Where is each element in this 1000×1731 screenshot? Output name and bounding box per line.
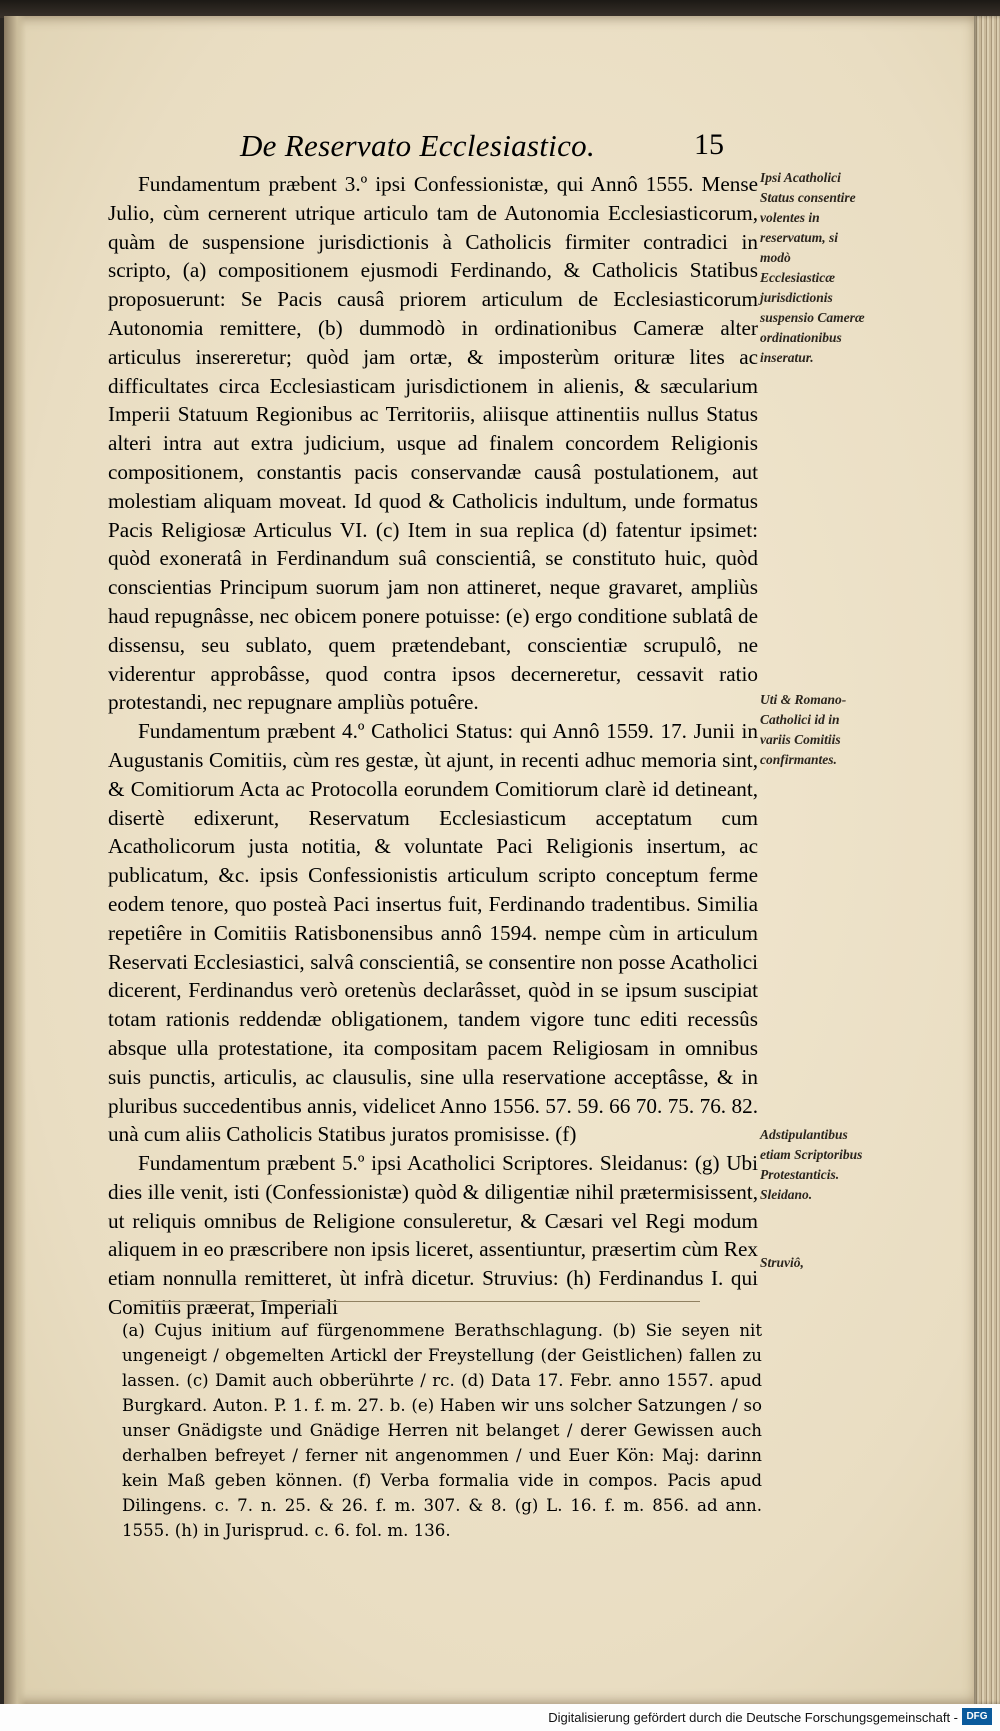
dfg-logo: DFG (962, 1708, 992, 1725)
margin-note: Struviô, (760, 1255, 804, 1270)
paragraph-fundamentum-5: Fundamentum præbent 5.º ipsi Acatholici Scriptores. Sleidanus: (g) Ubi dies ille venit, isti (Confessionistæ) quòd & diligentiæ nihil prætermisissent, ut reliquis omnibus de Religione consuleretur, & Cæsari vel Regi modum aliquem in eo præscribere non ipsis liceret, assentiuntur, præsertim cùm Rex etiam nonnulla remitteret, ùt infrà dicetur. Struvius: (h) Ferdinandus I. qui Comitiis præerat, Imperiali (108, 1151, 758, 1320)
margin-note: Ipsi Acatholici Status consentire volentes in reservatum, si modò Ecclesiasticæ jurisdictionis suspensio Cameræ ordinationibus inseratur. (760, 170, 865, 365)
footnote-divider (140, 1301, 700, 1302)
footnotes: (a) Cujus initium auf fürgenommene Berathschlagung. (b) Sie seyen nit ungeneigt / obgemelten Artickl der Freystellung (der Geistlichen) fallen zu lassen. (c) Damit auch obberührte / rc. (d) Data 17. Febr. anno 1557. apud Burgkard. Auton. P. 1. f. m. 27. b. (e) Haben wir uns solcher Satzungen / so unser Gnädigste und Gnädige Herren nit belanget / derer Gewissen auch derhalben befreyet / ferner nit angenommen / und Euer Kön: Maj: darinn kein Maß geben können. (f) Verba formalia vide in compos. Pacis apud Dilingens. c. 7. n. 25. & 26. f. m. 307. & 8. (g) L. 16. f. m. 856. ad ann. 1555. (h) in Jurisprud. c. 6. fol. m. 136. (122, 1321, 762, 1540)
page-fore-edge (974, 16, 1000, 1704)
main-text (108, 170, 758, 1322)
paragraph-fundamentum-3: Fundamentum præbent 3.º ipsi Confessionistæ, qui Annô 1555. Mense Julio, cùm cernerent utrique articulo tam de Autonomia Ecclesiasticorum, quàm de suspensione jurisdictionis à Catholicis firmiter contradici in scripto, (a) compositionem ejusmodi Ferdinando, & Catholicis Statibus proposuerunt: Se Pacis causâ priorem articulum de Ecclesiasticorum Autonomia remittere, (b) dummodò in ordinationibus Cameræ alter articulus insereretur; quòd jam ortæ, & imposterùm orituræ lites ac difficultates circa Ecclesiasticam jurisdictionem in alienis, & sæcularium Imperii Statuum Regionibus ac Territoriis, aliisque attinentiis nullus Status alteri intra aut extra judicium, usque ad finalem concordem Religionis compositionem, constantis pacis conservandæ causâ postulationem, aut molestiam aliquam moveat. Id quod & Catholicis indultum, unde formatus Pacis Religiosæ Articulus VI. (c) Item in sua replica (d) fatentur ipsimet: quòd exoneratâ in Ferdinandum suâ conscientiâ, se constituto huic, quòd conscientias Principum suorum jam non attineret, neque gravaret, ampliùs haud repugnâsse, nec obicem ponere potuisse: (e) ergo conditione sublatâ de dissensu, seu sublato, quem prætendebant, conscientiæ scrupulô, ne viderentur approbâsse, quod contra ipsos decerneretur, cessavit ratio protestandi, nec repugnare ampliùs potuêre. (108, 172, 758, 715)
margin-note: Uti & Romano-Catholici id in variis Comitiis confirmantes. (760, 692, 847, 767)
page-gutter (4, 16, 26, 1704)
running-head: De Reservato Ecclesiastico. (240, 128, 596, 163)
margin-note: Adstipulantibus etiam Scriptoribus Protestanticis. Sleidano. (760, 1127, 863, 1202)
digitization-credit: Digitalisierung gefördert durch die Deutsche Forschungsgemeinschaft - (548, 1710, 958, 1725)
paragraph-fundamentum-4: Fundamentum præbent 4.º Catholici Status: qui Annô 1559. 17. Junii in Augustanis Comitiis, cùm res gestæ, ùt ajunt, in recenti adhuc memoria sint, & Comitiorum Acta ac Protocolla eorundem Comitiorum clarè id detineant, disertè edixerunt, Reservatum Ecclesiasticum acceptatum cum Acatholicorum justa notitia, & voluntate Paci Religionis insertum, ac publicatum, &c. ipsis Confessionistis articulum scripto conceptum ferme eodem tenore, quo posteà Paci insertus fuit, Ferdinando tradentibus. Similia repetiêre in Comitiis Ratisbonensibus annô 1594. nempe cùm in articulum Reservati Ecclesiastici, salvâ conscientiâ, se consentire non posse Acatholici dicerent, Ferdinandus verò oretenùs declarâsset, quòd in se ipsum suscipiat totam rationis reddendæ obligationem, tandem vigore tunc editi recessûs absque ulla protestatione, ita compositam pacem Religiosam in omnibus suis punctis, articulis, ac clausulis, sine ulla reservatione acceptâsse, & in pluribus succedentibus annis, videlicet Anno 1556. 57. 59. 66 70. 75. 76. 82. unà cum aliis Catholicis Statibus juratos promisisse. (f) (108, 719, 758, 1147)
page-number: 15 (694, 128, 724, 161)
